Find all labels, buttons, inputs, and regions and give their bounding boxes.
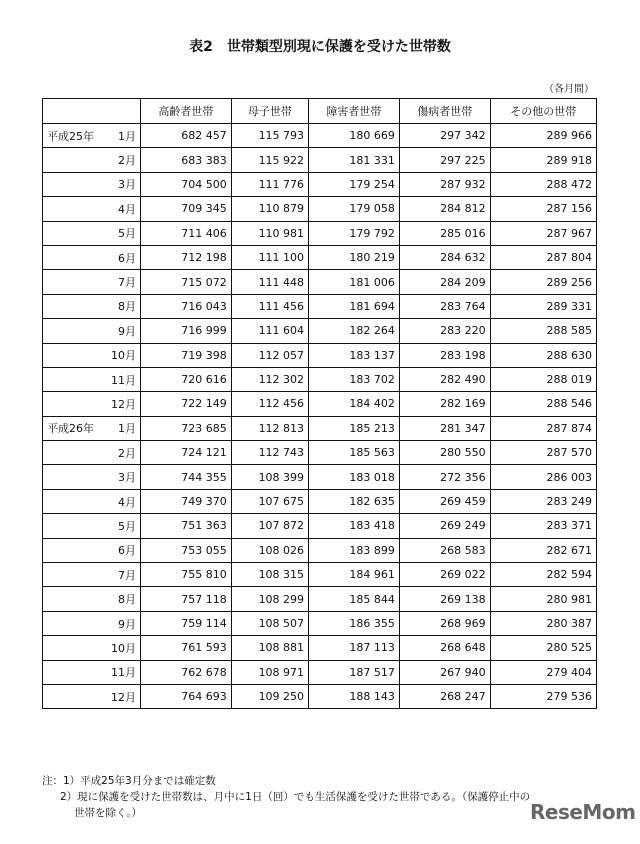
column-header: 傷病者世帯 [399,99,490,124]
table-cell: 108 026 [231,538,308,562]
table-cell: 180 219 [309,245,400,269]
table-row [43,319,597,343]
table-cell: 744 355 [141,465,232,489]
table-cell: 704 500 [141,172,232,196]
column-header [43,99,141,124]
table-row [43,416,597,440]
table-cell: 109 250 [231,684,308,708]
table-cell: 280 981 [490,587,596,611]
table-row [43,172,597,196]
table-cell: 183 018 [309,465,400,489]
table-cell: 181 006 [309,270,400,294]
table-cell: 716 043 [141,294,232,318]
table-cell: 108 299 [231,587,308,611]
table-cell: 279 536 [490,684,596,708]
month-label: 5月 [118,519,136,533]
month-label: 8月 [118,593,136,607]
table-cell: 181 694 [309,294,400,318]
row-label [43,416,141,440]
column-header: 障害者世帯 [309,99,400,124]
table-cell: 180 669 [309,124,400,148]
row-label [43,611,141,635]
month-label: 9月 [118,324,136,338]
table-cell: 110 879 [231,197,308,221]
table-cell: 183 137 [309,343,400,367]
table-cell: 715 072 [141,270,232,294]
table-cell: 181 331 [309,148,400,172]
table-cell: 115 793 [231,124,308,148]
row-label [43,148,141,172]
table-cell: 111 448 [231,270,308,294]
month-label: 8月 [118,300,136,314]
month-label: 7月 [118,568,136,582]
table-row [43,270,597,294]
table-cell: 723 685 [141,416,232,440]
row-label [43,660,141,684]
row-label [43,538,141,562]
row-label [43,465,141,489]
table-cell: 287 156 [490,197,596,221]
table-cell: 288 472 [490,172,596,196]
table-cell: 711 406 [141,221,232,245]
month-label: 4月 [118,202,136,216]
table-cell: 185 213 [309,416,400,440]
month-label: 11月 [111,373,136,387]
table-cell: 268 648 [399,636,490,660]
row-label [43,124,141,148]
table-cell: 282 490 [399,367,490,391]
table-cell: 284 632 [399,245,490,269]
table-cell: 283 764 [399,294,490,318]
table-cell: 716 999 [141,319,232,343]
column-header: 高齢者世帯 [141,99,232,124]
table-cell: 289 256 [490,270,596,294]
year-label: 平成26年 [47,422,94,436]
month-label: 3月 [118,471,136,485]
table-cell: 682 457 [141,124,232,148]
table-cell: 289 331 [490,294,596,318]
table-cell: 762 678 [141,660,232,684]
note-2-cont: 世帯を除く。） [74,807,143,819]
table-cell: 108 507 [231,611,308,635]
table-cell: 108 971 [231,660,308,684]
table-cell: 108 881 [231,636,308,660]
table-cell: 269 138 [399,587,490,611]
table-cell: 110 981 [231,221,308,245]
table-cell: 111 776 [231,172,308,196]
table-cell: 288 585 [490,319,596,343]
month-label: 10月 [111,349,136,363]
table-cell: 287 967 [490,221,596,245]
table-cell: 280 387 [490,611,596,635]
table-cell: 283 249 [490,489,596,513]
table-cell: 285 016 [399,221,490,245]
table-row [43,563,597,587]
table-cell: 182 264 [309,319,400,343]
row-label [43,319,141,343]
table-cell: 757 118 [141,587,232,611]
table-cell: 683 383 [141,148,232,172]
month-label: 12月 [111,397,136,411]
month-label: 10月 [111,641,136,655]
table-cell: 183 702 [309,367,400,391]
table-cell: 724 121 [141,441,232,465]
table-cell: 288 546 [490,392,596,416]
table-row [43,636,597,660]
table-cell: 184 961 [309,563,400,587]
row-label [43,343,141,367]
table-row [43,124,597,148]
table-cell: 111 100 [231,245,308,269]
table-cell: 107 872 [231,514,308,538]
header-row [43,99,597,124]
month-label: 2月 [118,154,136,168]
table-cell: 722 149 [141,392,232,416]
table-row [43,538,597,562]
table-cell: 279 404 [490,660,596,684]
table-cell: 286 003 [490,465,596,489]
row-label [43,245,141,269]
table-cell: 182 635 [309,489,400,513]
table-cell: 186 355 [309,611,400,635]
table-cell: 187 113 [309,636,400,660]
table-cell: 753 055 [141,538,232,562]
table-cell: 749 370 [141,489,232,513]
row-label [43,441,141,465]
table-cell: 112 813 [231,416,308,440]
table-row [43,514,597,538]
households-table [42,98,597,709]
row-label [43,636,141,660]
table-cell: 289 918 [490,148,596,172]
table-cell: 183 418 [309,514,400,538]
table-cell: 280 550 [399,441,490,465]
table-cell: 112 456 [231,392,308,416]
table-row [43,660,597,684]
table-cell: 179 254 [309,172,400,196]
table-cell: 269 249 [399,514,490,538]
year-label: 平成25年 [47,129,94,143]
table-cell: 761 593 [141,636,232,660]
row-label [43,489,141,513]
month-label: 4月 [118,495,136,509]
table-row [43,367,597,391]
table-cell: 289 966 [490,124,596,148]
table-cell: 111 456 [231,294,308,318]
row-label [43,563,141,587]
month-label: 2月 [118,446,136,460]
month-label: 7月 [118,276,136,290]
table-cell: 287 932 [399,172,490,196]
table-cell: 108 399 [231,465,308,489]
table-row [43,148,597,172]
row-label [43,514,141,538]
table-row [43,343,597,367]
table-cell: 281 347 [399,416,490,440]
table-cell: 287 804 [490,245,596,269]
table-cell: 108 315 [231,563,308,587]
table-cell: 188 143 [309,684,400,708]
note-1: 注：1）平成25年3月分までは確定数 [42,775,216,787]
table-cell: 267 940 [399,660,490,684]
table-title: 表2 世帯類型別現に保護を受けた世帯数 [189,39,451,55]
table-row [43,465,597,489]
table-cell: 185 563 [309,441,400,465]
row-label [43,197,141,221]
month-label: 5月 [118,227,136,241]
table-cell: 269 022 [399,563,490,587]
table-row [43,441,597,465]
table-cell: 111 604 [231,319,308,343]
table-cell: 751 363 [141,514,232,538]
row-label [43,270,141,294]
month-label: 1月 [118,129,136,143]
table-cell: 179 792 [309,221,400,245]
table-cell: 288 019 [490,367,596,391]
table-cell: 268 969 [399,611,490,635]
table-cell: 288 630 [490,343,596,367]
table-row [43,392,597,416]
table-row [43,197,597,221]
table-cell: 712 198 [141,245,232,269]
table-cell: 283 198 [399,343,490,367]
table-cell: 709 345 [141,197,232,221]
table-row [43,611,597,635]
table-cell: 112 057 [231,343,308,367]
table-cell: 183 899 [309,538,400,562]
table-cell: 297 225 [399,148,490,172]
table-cell: 268 583 [399,538,490,562]
table-cell: 283 371 [490,514,596,538]
table-row [43,489,597,513]
month-label: 6月 [118,544,136,558]
resemom-watermark: ReseMom [530,800,636,824]
table-cell: 297 342 [399,124,490,148]
month-label: 6月 [118,251,136,265]
table-cell: 764 693 [141,684,232,708]
row-label [43,587,141,611]
table-cell: 112 743 [231,441,308,465]
row-label [43,392,141,416]
table-cell: 283 220 [399,319,490,343]
month-label: 9月 [118,617,136,631]
table-row [43,684,597,708]
table-row [43,245,597,269]
table-row [43,221,597,245]
table-cell: 184 402 [309,392,400,416]
row-label [43,294,141,318]
table-cell: 179 058 [309,197,400,221]
table-cell: 755 810 [141,563,232,587]
table-row [43,587,597,611]
month-label: 3月 [118,178,136,192]
table-cell: 115 922 [231,148,308,172]
table-cell: 284 209 [399,270,490,294]
table-cell: 185 844 [309,587,400,611]
table-cell: 187 517 [309,660,400,684]
month-label: 11月 [111,666,136,680]
month-label: 1月 [118,422,136,436]
table-cell: 107 675 [231,489,308,513]
table-cell: 272 356 [399,465,490,489]
table-cell: 268 247 [399,684,490,708]
table-cell: 287 570 [490,441,596,465]
table-cell: 284 812 [399,197,490,221]
table-cell: 282 594 [490,563,596,587]
note-2: 2）現に保護を受けた世帯数は、月中に1日（回）でも生活保護を受けた世帯である。（保護停止中の [60,791,531,803]
row-label [43,221,141,245]
table-cell: 282 169 [399,392,490,416]
column-header: 母子世帯 [231,99,308,124]
unit-label: （各月間） [544,84,594,95]
table-cell: 269 459 [399,489,490,513]
table-cell: 719 398 [141,343,232,367]
row-label [43,367,141,391]
notes [42,773,530,821]
row-label [43,172,141,196]
table-cell: 112 302 [231,367,308,391]
table-cell: 720 616 [141,367,232,391]
row-label [43,684,141,708]
table-cell: 287 874 [490,416,596,440]
column-header: その他の世帯 [490,99,596,124]
table-cell: 759 114 [141,611,232,635]
table-cell: 282 671 [490,538,596,562]
month-label: 12月 [111,690,136,704]
table-cell: 280 525 [490,636,596,660]
table-row [43,294,597,318]
